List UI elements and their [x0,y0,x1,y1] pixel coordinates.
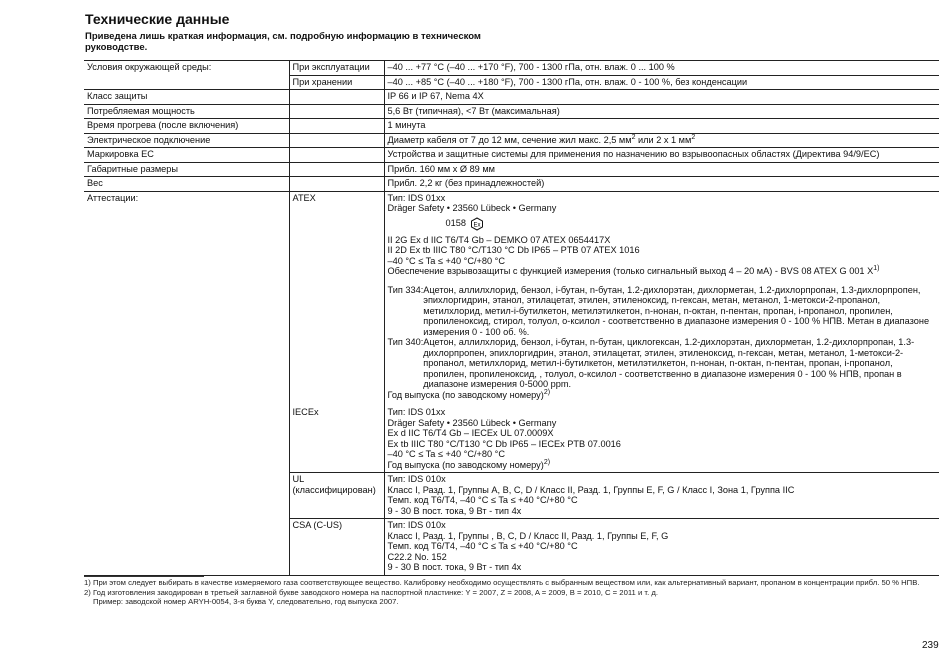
table-row-protection [84,90,939,105]
table-row-ec-marking [84,148,939,163]
row-value-power: 5,6 Вт (типичная), <7 Вт (максимальная) [384,104,939,119]
table-row-power [84,104,939,119]
row-value-operation: –40 ... +77 °C (–40 ... +170 °F), 700 - 1300 гПа, отн. влаж. 0 ... 100 % [384,61,939,76]
atex-gas-marking: II 2G Ex d IIC T6/T4 Gb – DEMKO 07 ATEX 0654417X [387,234,611,245]
footnotes [84,578,944,607]
row-label-electrical: Электрическое подключение [84,133,289,148]
row-value-electrical: Диаметр кабеля от 7 до 12 мм, сечение жил макс. 2,5 $мм^2$ или 2 x 1 $мм^2$ [384,133,939,148]
page-title: Технические данные [85,11,230,27]
footnote-2: 2) Год изготовления закодирован в третьей заглавной букве заводского номера на паспортной пластинке: Y = 2007, Z = 2008, A = 2009, B = 2010, C = 2011 и т. д. [84,587,658,597]
page-number: 239 [922,640,939,651]
intro-text: Приведена лишь краткая информация, см. подробную информацию в техническом руководстве. [85,31,481,53]
row-label-certifications: Аттестации: [84,191,289,406]
iecex-temp-range: –40 °C ≤ Ta ≤ +40 °C/+80 °C [387,449,505,459]
row-label-environment: Условия окружающей среды: [84,61,289,76]
iecex-dust-marking: Ex tb IIIC T80 °C/T130 °C Db IP65 – IECEx PTB 07.0016 [387,438,621,449]
svg-text:Ex: Ex [473,222,481,228]
footnote-divider [84,576,204,577]
spec-table [84,60,939,576]
row-sub-atex: ATEX [292,192,316,203]
row-value-dimensions: Прибл. 160 мм x Ø 89 мм [384,162,939,177]
csa-standard: C22.2 No. 152 [387,551,447,562]
ul-block [384,473,939,519]
table-row-iecex [84,406,939,473]
iecex-type: Тип: IDS 01xx [387,407,446,417]
row-label-power: Потребляемая мощность [84,104,289,119]
row-label-protection: Класс защиты [84,90,289,105]
table-row-dimensions [84,162,939,177]
row-value-warmup: 1 минута [384,119,939,134]
row-sub-csa: CSA (C-US) [289,519,384,576]
table-row-warmup [84,119,939,134]
atex-measurement-function: Обеспечение взрывозащиты с функцией измерения (только сигнальный выход 4 – 20 мА) - BVS 08 ATEX G 001 $X^{1)}$ [387,264,880,276]
ul-classes: Класс I, Разд. 1, Группы A, B, C, D / Класс II, Разд. 1, Группы E, F, G / Класс I, Зона 1, Группа IIC [387,484,795,495]
row-value-storage: –40 ... +85 °C (–40 ... +180 °F), 700 - 1300 гПа, отн. влаж. 0 - 100 %, без конденсации [384,75,939,90]
table-row-atex [84,191,939,406]
ul-type: Тип: IDS 010x [387,474,446,484]
row-sub-ul: UL (классифицирован) [289,473,384,519]
iecex-manufacturer: Dräger Safety • 23560 Lübeck • Germany [387,417,557,428]
csa-power: 9 - 30 В пост. тока, 9 Вт - тип 4x [387,562,522,572]
table-row-ul [84,473,939,519]
csa-temp-code: Темп. код T6/T4, –40 °C ≤ Ta ≤ +40 °C/+80 °C [387,541,578,551]
row-value-protection: IP 66 и IP 67, Nema 4X [384,90,939,105]
atex-type-334: Тип 334: Ацетон, аллилхлорид, бензол, i-бутан, n-бутан, 1.2-дихлорэтан, дихлорметан, 1.2-дихлорпропан, 1.3-дихлорпропен, эпихлоргидрин, этанол, этилацетат, этилен, этиленоксид, n-гексан, метан, метанол, 1-метокси-2-пропанол, метилхлорид, метил-i-бутилкетон, метилэтилкетон, n-нонан, n-октан, n-пентан, пропан, i-пропанол, пропилен, пропиленоксид, стирол, толуол, о-ксилол - соответственно в диапазоне измерения 0 - 100 % НПВ. Метан в диапазоне измерения 0 - 100 об. %. [387,284,930,337]
row-label-warmup: Время прогрева (после включения) [84,119,289,134]
table-row-csa [84,519,939,576]
row-label-dimensions: Габаритные размеры [84,162,289,177]
row-label-ec: Маркировка ЕС [84,148,289,163]
ul-power: 9 - 30 В пост. тока, 9 Вт - тип 4x [387,505,522,516]
atex-type: Тип: IDS 01xx [387,192,446,203]
iecex-gas-marking: Ex d IIC T6/T4 Gb – IECEx UL 07.0009X [387,428,554,438]
ul-temp-code: Темп. код T6/T4, –40 °C ≤ Ta ≤ +40 °C/+80 °C [387,495,578,505]
footnote-1: 1) При этом следует выбирать в качестве измеряемого газа соответствующее вещество. Калибровку необходимо осуществлять с выбранным веществом или, как альтернативный вариант, пропаном в концентрации прибл. 50 % НПВ. [84,578,920,587]
row-sub-storage: При хранении [289,75,384,90]
csa-type: Тип: IDS 010x [387,520,446,530]
atex-year-of-manufacture: Год выпуска (по заводскому номеру)$^{2)}$ [387,388,551,400]
row-value-ec: Устройства и защитные системы для применения по назначению во взрывоопасных областях (Директива 94/9/ЕС) [384,148,939,163]
atex-type-340: Тип 340: Ацетон, аллилхлорид, бензол, i-бутан, n-бутан, циклогексан, 1.2-дихлорэтан, дихлорметан, 1.2-дихлорпропан, 1.3-дихлорпропен, эпихлоргидрин, этанол, этилацетат, этилен, этиленоксид, n-гексан, метан, метанол, 1-метокси-2-пропанол, метилхлорид, метил-i-бутилкетон, метилэтилкетон, n-нонан, n-октан, n-пентан, пропан, i-пропанол, пропилен, пропиленоксид, , толуол, о-ксилол - соответственно в диапазоне измерения 0 - 100 % НПВ, пропан в диапазоне измерения 0-5000 ppm. [387,337,915,389]
table-row-weight [84,177,939,192]
atex-block [384,191,939,406]
footnote-2-example: Пример: заводской номер ARYH-0054, 3-я буква Y, следовательно, год выпуска 2007. [93,597,399,606]
iecex-year-of-manufacture: Год выпуска (по заводскому номеру)$^{2)}$ [387,458,551,470]
atex-manufacturer: Dräger Safety • 23560 Lübeck • Germany [387,203,557,213]
atex-temp-range: –40 °C ≤ Ta ≤ +40 °C/+80 °C [387,255,505,266]
table-row-electrical [84,133,939,148]
row-value-weight: Прибл. 2,2 кг (без принадлежностей) [384,177,939,192]
csa-block [384,519,939,576]
ex-hexagon-icon [470,217,484,231]
ce-number: 0158 [445,218,466,229]
table-row-env-storage [84,75,939,90]
ce-ex-marking [446,217,937,231]
row-label-weight: Вес [84,177,289,192]
csa-classes: Класс I, Разд. 1, Группы , B, C, D / Класс II, Разд. 1, Группы E, F, G [387,530,669,541]
atex-dust-marking: II 2D Ex tb IIIC T80 °C/T130 °C Db IP65 – PTB 07 ATEX 1016 [387,245,640,255]
row-sub-operation: При эксплуатации [289,61,384,76]
table-row-env-operation [84,61,939,76]
iecex-block [384,406,939,473]
row-sub-iecex: IECEx [289,406,384,473]
